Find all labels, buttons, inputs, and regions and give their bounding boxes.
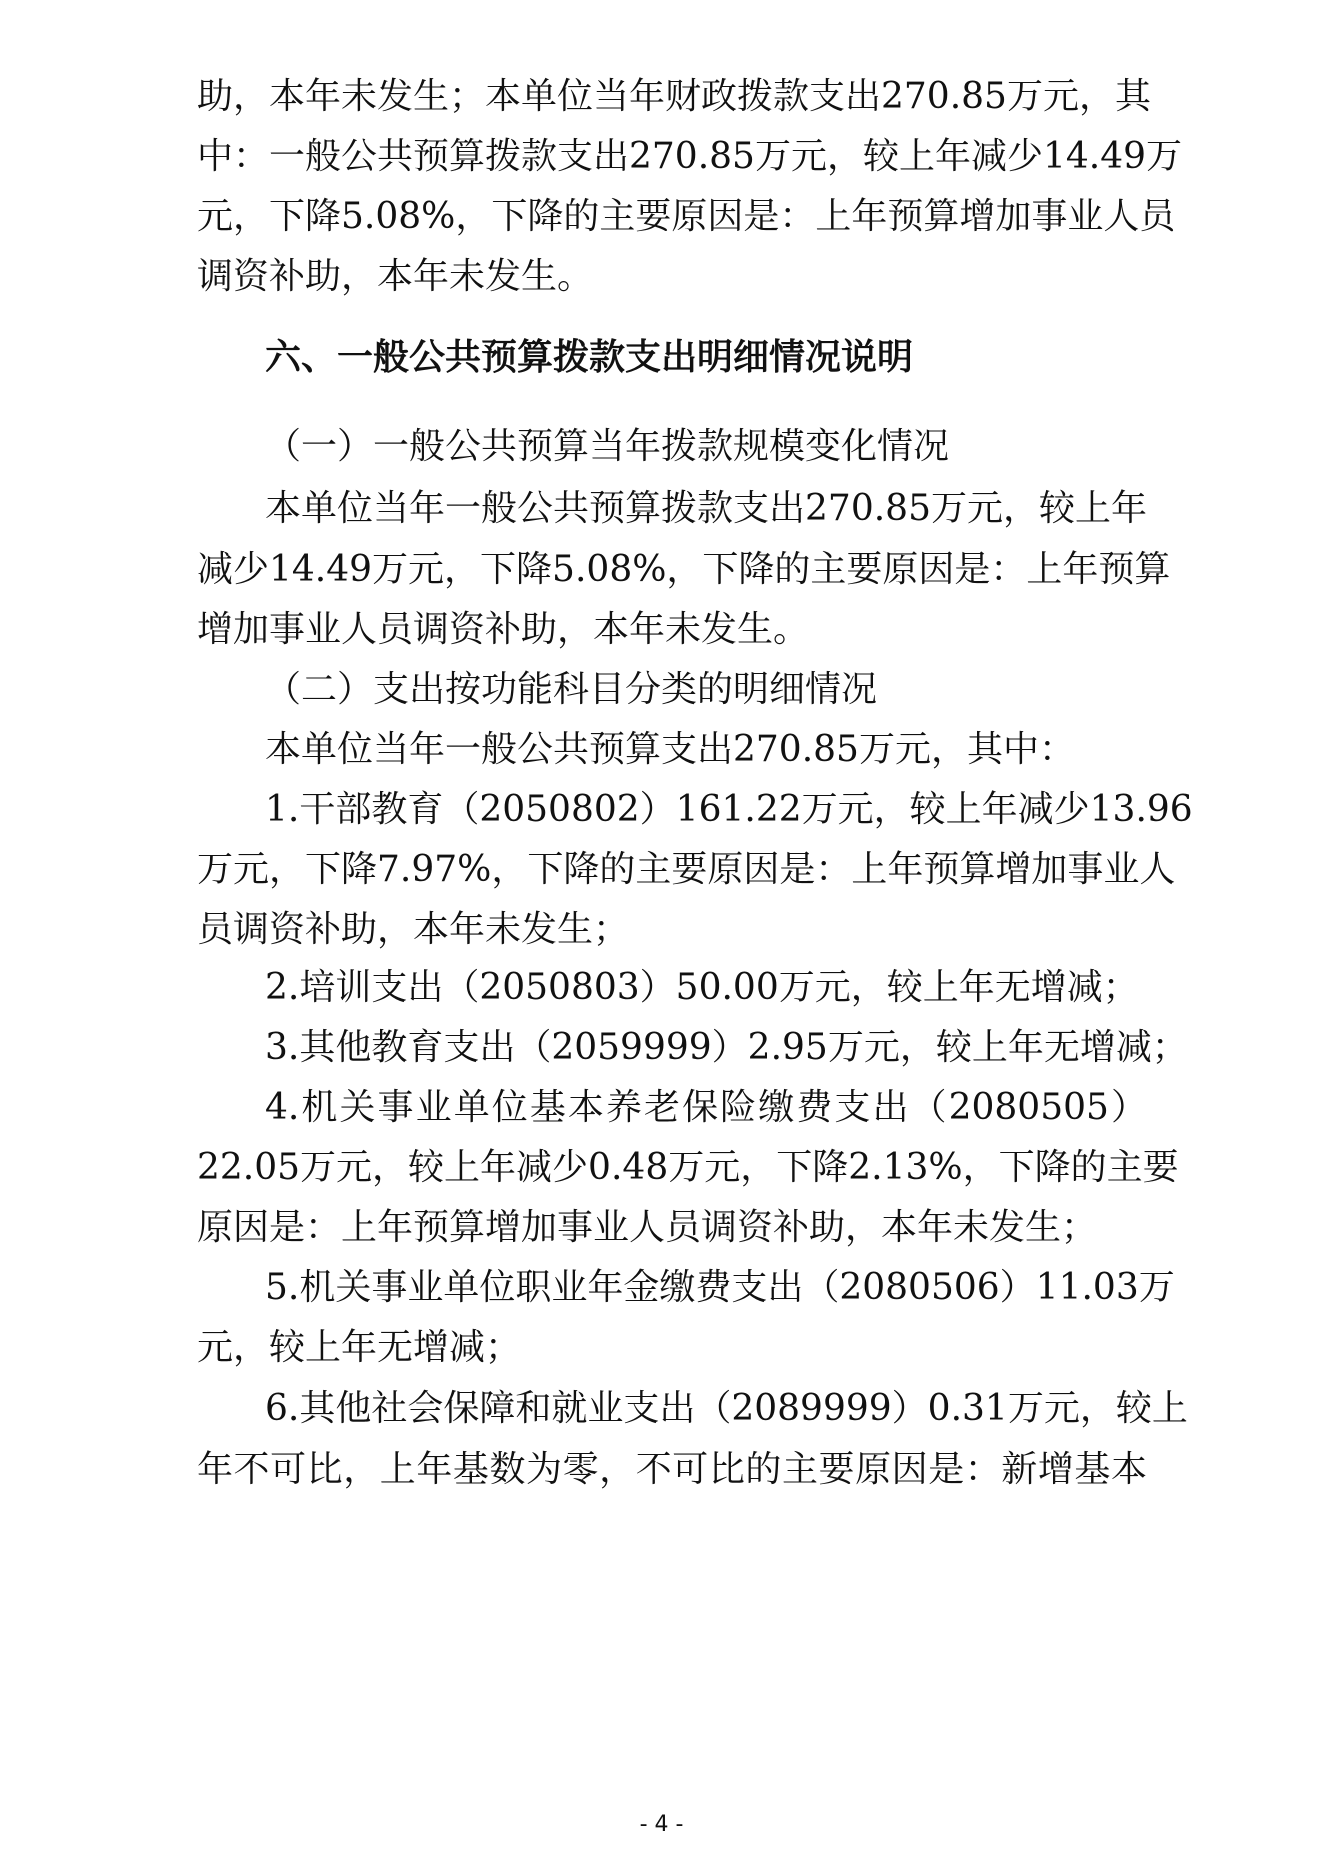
- list-item-5-line-2: 元，较上年无增减；: [197, 1327, 522, 1368]
- list-item-5-line-1: 5.机关事业单位职业年金缴费支出（2080506）11.03万: [265, 1267, 1175, 1308]
- list-item-1-line-2: 万元，下降7.97%，下降的主要原因是：上年预算增加事业人: [197, 849, 1176, 890]
- list-item-6-line-2: 年不可比，上年基数为零，不可比的主要原因是：新增基本: [197, 1449, 1147, 1490]
- paragraph-line-3: 元，下降5.08%，下降的主要原因是：上年预算增加事业人员: [197, 196, 1176, 237]
- paragraph-line-2: 中：一般公共预算拨款支出270.85万元，较上年减少14.49万: [197, 136, 1183, 177]
- list-item-4-line-3: 原因是：上年预算增加事业人员调资补助，本年未发生；: [197, 1207, 1098, 1248]
- paragraph-line-8: 本单位当年一般公共预算支出270.85万元，其中：: [265, 729, 1075, 770]
- list-item-1-line-1: 1.干部教育（2050802）161.22万元，较上年减少13.96: [265, 789, 1193, 830]
- list-item-4-line-2: 22.05万元，较上年减少0.48万元，下降2.13%，下降的主要: [197, 1147, 1179, 1188]
- page-number: - 4 -: [639, 1812, 684, 1837]
- list-item-3: 3.其他教育支出（2059999）2.95万元，较上年无增减；: [265, 1027, 1188, 1068]
- paragraph-line-1: 助，本年未发生；本单位当年财政拨款支出270.85万元，其: [197, 76, 1151, 117]
- paragraph-line-6: 减少14.49万元，下降5.08%，下降的主要原因是：上年预算: [197, 549, 1171, 590]
- section-heading: 六、一般公共预算拨款支出明细情况说明: [265, 337, 914, 378]
- paragraph-line-5: 本单位当年一般公共预算拨款支出270.85万元，较上年: [265, 488, 1147, 529]
- paragraph-line-7: 增加事业人员调资补助，本年未发生。: [197, 609, 810, 650]
- subsection-heading-1: （一）一般公共预算当年拨款规模变化情况: [265, 426, 950, 467]
- subsection-heading-2: （二）支出按功能科目分类的明细情况: [265, 669, 878, 710]
- list-item-6-line-1: 6.其他社会保障和就业支出（2089999）0.31万元，较上: [265, 1388, 1188, 1429]
- list-item-1-line-3: 员调资补助，本年未发生；: [197, 909, 630, 950]
- list-item-4-line-1: 4.机关事业单位基本养老保险缴费支出（2080505）: [265, 1087, 1147, 1128]
- list-item-2: 2.培训支出（2050803）50.00万元，较上年无增减；: [265, 967, 1139, 1008]
- paragraph-line-4: 调资补助，本年未发生。: [197, 256, 594, 297]
